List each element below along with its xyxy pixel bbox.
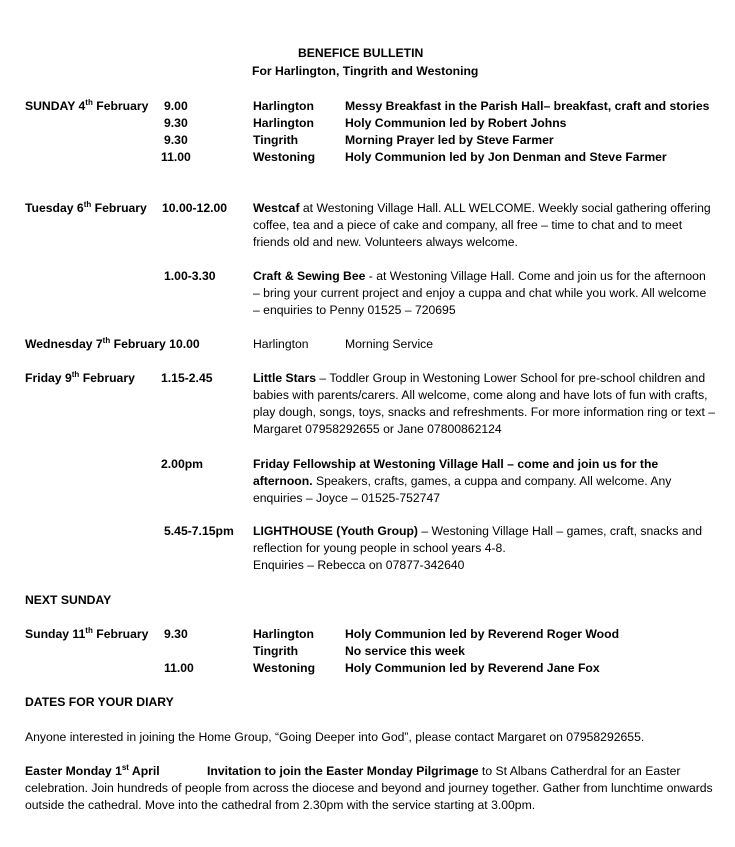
event-time: 2.00pm [161, 457, 204, 471]
event-little-stars: Little Stars – Toddler Group in Westoning Lower School for pre-school children and babies with parents/carers. All welcome, come along and have lots of fun with crafts, play dough, songs, toys, snacks and refreshments. For more information ring or text – Margaret 07958292655 or Jane 07800862124 [253, 371, 715, 436]
service-description: Holy Communion led by Reverend Roger Wood [345, 627, 620, 641]
event-friday-fellowship: Friday Fellowship at Westoning Village Hall – come and join us for the afternoon. Speakers, crafts, games, a cuppa and company. All welcome. Any enquiries – Joyce – 01525-752747 [253, 457, 672, 505]
service-place: Harlington [253, 99, 314, 113]
service-description: Holy Communion led by Jon Denman and Steve Farmer [345, 150, 667, 164]
service-place: Harlington [253, 627, 314, 641]
event-time: 10.00-12.00 [162, 201, 228, 215]
bulletin-subtitle: For Harlington, Tingrith and Westoning [252, 64, 479, 78]
service-place: Harlington [253, 337, 309, 351]
event-craft-sewing-bee: Craft & Sewing Bee - at Westoning Village Hall. Come and join us for the afternoon – bring your current project and enjoy a cuppa and chat while you work. All welcome – enquiries to Penny 01525 – 720695 [253, 269, 707, 317]
service-time: 9.00 [164, 99, 188, 113]
service-place: Westoning [253, 150, 316, 164]
service-place: Westoning [253, 661, 316, 675]
service-time: 9.30 [164, 627, 188, 641]
easter-notice: Easter Monday 1st April Invitation to join the Easter Monday Pilgrimage to St Albans Catherdral for an Easter celebration. Join hundreds of people from across the diocese and beyond and journey together. Gather from lunchtime onwards outside the cathedral. Move into the cathedral from 2.30pm with the service starting at 3.00pm. [25, 762, 713, 812]
service-time: 9.30 [164, 116, 188, 130]
day-heading-sunday11: Sunday 11th February [25, 625, 149, 641]
event-westcaf: Westcaf at Westoning Village Hall. ALL WELCOME. Weekly social gathering offering coffee, tea and a piece of cake and company, all free – time to chat and to meet friends old and new. Volunteers always welcome. [253, 201, 711, 249]
bulletin-title: BENEFICE BULLETIN [298, 46, 424, 60]
day-heading-wednesday7: Wednesday 7th February 10.00 [25, 335, 200, 351]
service-time: 11.00 [161, 150, 191, 164]
day-heading-friday9: Friday 9th February [25, 369, 135, 385]
service-place: Tingrith [253, 644, 299, 658]
event-time: 1.15-2.45 [161, 371, 213, 385]
service-description: No service this week [345, 644, 465, 658]
event-lighthouse: LIGHTHOUSE (Youth Group) – Westoning Village Hall – games, craft, snacks and reflection for young people in school years 4-8. Enquiries – Rebecca on 07877-342640 [253, 524, 703, 572]
section-heading-diary: DATES FOR YOUR DIARY [25, 695, 174, 709]
day-heading-tuesday6: Tuesday 6th February [25, 199, 147, 215]
service-place: Tingrith [253, 133, 299, 147]
event-time: 5.45-7.15pm [164, 524, 234, 538]
service-description: Morning Prayer led by Steve Farmer [345, 133, 554, 147]
service-place: Harlington [253, 116, 314, 130]
section-heading-next-sunday: NEXT SUNDAY [25, 593, 112, 607]
service-time: 9.30 [164, 133, 188, 147]
home-group-notice: Anyone interested in joining the Home Group, “Going Deeper into God”, please contact Margaret on 07958292655. [25, 730, 645, 744]
service-description: Holy Communion led by Reverend Jane Fox [345, 661, 600, 675]
event-time: 1.00-3.30 [164, 269, 216, 283]
service-description: Messy Breakfast in the Parish Hall– breakfast, craft and stories [345, 99, 710, 113]
service-description: Morning Service [345, 337, 434, 351]
service-description: Holy Communion led by Robert Johns [345, 116, 567, 130]
day-heading-sunday4: SUNDAY 4th February [25, 97, 149, 113]
service-time: 11.00 [164, 661, 194, 675]
